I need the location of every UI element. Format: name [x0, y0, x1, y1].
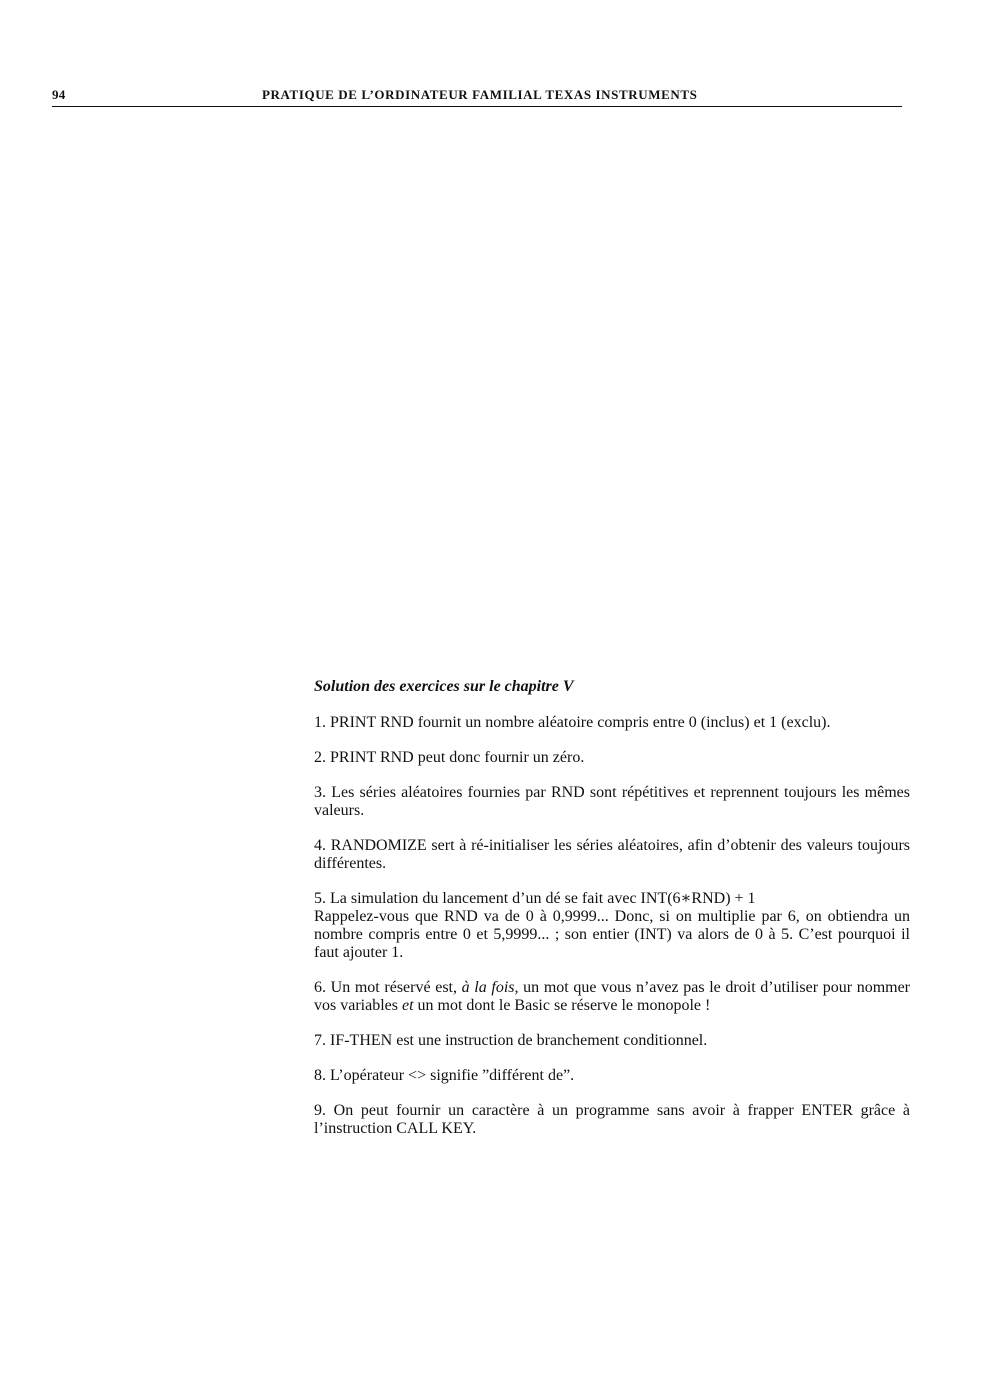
solution-item-5-explanation: Rappelez-vous que RND va de 0 à 0,9999... Donc, si on multiplie par 6, on obtiendra un nombre compris entre 0 et 5,9999... ; son entier (INT) va alors de 0 à 5. C’est pourquoi il faut ajouter 1. — [314, 908, 910, 961]
running-header: PRATIQUE DE L’ORDINATEUR FAMILIAL TEXAS INSTRUMENTS — [262, 87, 698, 102]
page-number: 94 — [52, 87, 66, 102]
solution-item-2: 2. PRINT RND peut donc fournir un zéro. — [314, 749, 585, 766]
solution-item-4: 4. RANDOMIZE sert à ré-initialiser les séries aléatoires, afin d’obtenir des valeurs toujours différentes. — [314, 837, 910, 872]
solution-item-6-emphasis-2: et — [401, 997, 414, 1014]
solution-item-6-part-3: un mot dont le Basic se réserve le monopole ! — [413, 997, 711, 1014]
header-rule — [52, 106, 902, 107]
solution-item-9: 9. On peut fournir un caractère à un programme sans avoir à frapper ENTER grâce à l’instruction CALL KEY. — [314, 1102, 910, 1137]
solution-item-6-part-1: 6. Un mot réservé est, — [314, 979, 462, 996]
solution-item-5 — [314, 890, 910, 962]
solution-item-6-part-2: un mot que vous n’avez pas le droit d’utiliser pour nommer vos variables — [314, 979, 911, 1014]
solution-item-3: 3. Les séries aléatoires fournies par RND sont répétitives et reprennent toujours les mêmes valeurs. — [314, 784, 910, 819]
solution-item-5-formula: 5. La simulation du lancement d’un dé se fait avec INT(6∗RND) + 1 — [314, 890, 756, 907]
solution-item-1: 1. PRINT RND fournit un nombre aléatoire compris entre 0 (inclus) et 1 (exclu). — [314, 714, 831, 731]
solution-item-6-emphasis-1: à la fois, — [461, 979, 519, 996]
section-title: Solution des exercices sur le chapitre V — [314, 678, 574, 695]
solution-item-6 — [314, 979, 910, 1015]
solution-item-7: 7. IF-THEN est une instruction de branchement conditionnel. — [314, 1032, 708, 1049]
solution-item-8: 8. L’opérateur <> signifie ”différent de”. — [314, 1067, 575, 1084]
solutions-section — [314, 676, 910, 1155]
